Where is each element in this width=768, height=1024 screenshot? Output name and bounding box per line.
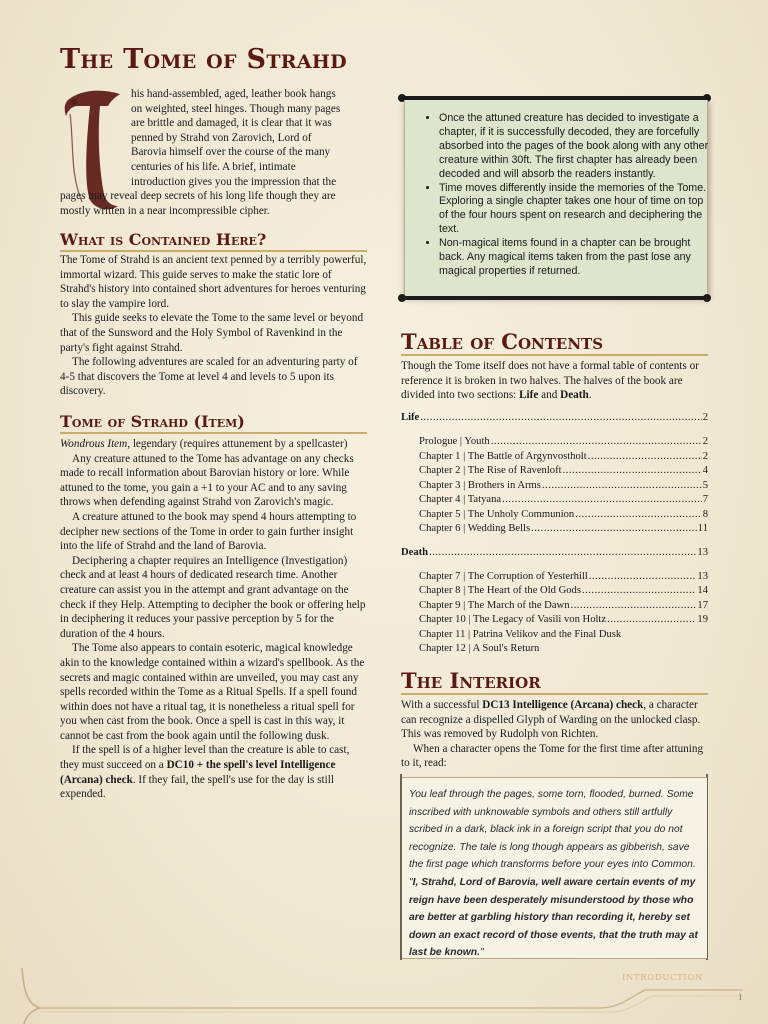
- intro-line: his hand-assembled, aged, leather book hangs: [131, 88, 336, 100]
- toc-label: Chapter 11 | Patrina Velikov and the Final Dusk: [419, 629, 622, 640]
- toc-leader: [542, 479, 702, 493]
- text-run: Though the Tome itself does not have a formal table of contents or reference it is broken in two halves. The halves of the book are divided into two sections:: [401, 360, 699, 402]
- text-run: With a successful: [401, 699, 483, 711]
- paragraph: Deciphering a chapter requires an Intelligence (Investigation) check and at least 4 hours of dedicated research time. Another creature can assist you in the attempt and grant advantage on the check if they Help. Attempting to decipher the book or offering help in deciphering it reduces your passive perception by 5 for the duration of the 4 hours.: [60, 554, 366, 640]
- toc-leader: [582, 584, 696, 598]
- heading-the-interior: The Interior: [401, 668, 541, 693]
- text-run: .: [588, 389, 592, 402]
- note-item: • Non-magical items found in a chapter can be brought back. Any magical items taken from the past lose any magical properties if returned.: [439, 237, 709, 279]
- toc-page: 5: [702, 480, 708, 491]
- paragraph: Any creature attuned to the Tome has advantage on any checks made to recall information about Barovian history or lore. While attuned to the tome, you gain a +1 to your AC and to any saving throws when defending against Strahd von Zarovich's magic.: [60, 452, 354, 509]
- toc-entry[interactable]: [419, 584, 708, 598]
- toc-label: Chapter 5 | The Unholy Communion: [419, 509, 575, 520]
- heading-tome-item: Tome of Strahd (Item): [60, 412, 245, 431]
- intro-line: mostly written in a near incompressible cipher.: [60, 204, 270, 217]
- toc-leader: [588, 450, 702, 464]
- toc-label: Life: [401, 412, 420, 423]
- heading-rule: [401, 354, 708, 356]
- page-number: 1: [738, 992, 743, 1002]
- toc-label: Death: [401, 547, 429, 558]
- toc-label: Chapter 2 | The Rise of Ravenloft: [419, 465, 562, 476]
- toc-page: 2: [702, 412, 708, 423]
- text-run: , a character can recognize a dispelled Glyph of Warding on the unlocked clasp. This was removed by Rudolph von Richten.: [401, 699, 701, 741]
- toc-page: 14: [697, 585, 708, 596]
- toc-page: 2: [702, 451, 708, 462]
- bold-term: Life: [519, 389, 539, 402]
- bold-term: Death: [560, 389, 589, 402]
- toc-entry[interactable]: [419, 450, 708, 464]
- paragraph: The following adventures are scaled for an adventuring party of 4-5 that discovers the Tome at level 4 and levels to 5 upon its discovery.: [60, 356, 358, 398]
- toc-entry-death[interactable]: [401, 546, 708, 560]
- toc-page: 4: [702, 465, 708, 476]
- toc-leader: [571, 599, 697, 613]
- heading-what-is-contained: What is Contained Here?: [60, 230, 267, 249]
- toc-page: 13: [697, 571, 708, 582]
- toc-leader: [420, 411, 701, 425]
- toc-leader: [429, 546, 696, 560]
- toc-label: Prologue | Youth: [419, 436, 490, 447]
- text-run: . If they fail, the spell's use for the day is still expended.: [60, 773, 334, 801]
- paragraph: The Tome of Strahd is an ancient text penned by a terribly powerful, immortal wizard. This guide serves to make the static lore of Strahd's history into contained short adventures for heroes venturing to slay the vampire lord.: [60, 254, 367, 310]
- toc-label: Chapter 8 | The Heart of the Old Gods: [419, 585, 581, 596]
- intro-wrapped: [131, 87, 371, 189]
- toc-leader: [531, 522, 697, 536]
- toc-label: Chapter 9 | The March of the Dawn: [419, 600, 570, 611]
- toc-label: Chapter 3 | Brothers in Arms: [419, 480, 541, 491]
- paragraph: [401, 698, 708, 742]
- toc-page: 11: [697, 523, 708, 534]
- toc-leader: [589, 570, 697, 584]
- intro-line: introduction gives you the impression that the: [131, 175, 337, 188]
- toc-label: Chapter 1 | The Battle of Argynvostholt: [419, 451, 587, 462]
- footer-section-label: INTRODUCTION: [622, 973, 703, 983]
- intro-full: [60, 189, 370, 218]
- toc-label: Chapter 10 | The Legacy of Vasili von Holtz: [419, 614, 607, 625]
- toc-entry[interactable]: [419, 613, 708, 627]
- toc-leader: [563, 464, 702, 478]
- toc-leader: [491, 435, 702, 449]
- heading-rule: [401, 693, 708, 695]
- toc-page: 8: [702, 509, 708, 520]
- toc-label: Chapter 6 | Wedding Bells: [419, 523, 531, 534]
- toc-label: Chapter 12 | A Soul's Return: [419, 643, 540, 654]
- toc-entry[interactable]: [419, 628, 708, 642]
- toc-entry[interactable]: [419, 479, 708, 493]
- toc-label: Chapter 4 | Tatyana: [419, 494, 502, 505]
- toc-entry-life[interactable]: [401, 411, 708, 425]
- toc-entry[interactable]: [419, 435, 708, 449]
- toc-page: 2: [702, 436, 708, 447]
- intro-line: are brittle and damaged, it is clear that it was: [131, 117, 332, 130]
- toc-page: 13: [697, 547, 708, 558]
- toc-entry[interactable]: [419, 464, 708, 478]
- page-title: The Tome of Strahd: [60, 44, 347, 75]
- heading-table-of-contents: Table of Contents: [401, 329, 604, 354]
- paragraph: [401, 359, 708, 403]
- item-type-line: [60, 437, 367, 452]
- toc-entry[interactable]: [419, 570, 708, 584]
- bold-check: DC10 + the spell's level Intelligence (Arcana) check: [60, 759, 336, 786]
- note-item: • Time moves differently inside the memories of the Tome. Exploring a single chapter takes one hour of time on top of the four hours spent on research and deciphering the text.: [439, 182, 709, 238]
- toc-entry[interactable]: [419, 493, 708, 507]
- paragraph: This guide seeks to elevate the Tome to the same level or beyond that of the Sunsword and the Holy Symbol of Ravenkind in the party's fight against Strahd.: [60, 312, 364, 354]
- toc-page: 17: [697, 600, 708, 611]
- toc-entry[interactable]: [419, 642, 708, 656]
- section-item-body: [60, 437, 367, 802]
- toc-intro: [401, 359, 708, 403]
- note-cap: [398, 294, 406, 302]
- read-aloud-box: [402, 777, 707, 959]
- item-rarity: , legendary (requires attunement by a spellcaster): [127, 438, 348, 450]
- heading-rule: [60, 432, 367, 434]
- note-item: • Once the attuned creature has decided to investigate a chapter, if it is successfully decoded, they are forcefully absorbed into the pages of the book along with any other creature within 30ft. The first chapter has already been decoded and will absorb the readers instantly.: [439, 112, 709, 182]
- note-bottom-bar: [401, 296, 709, 300]
- toc-leader: [607, 613, 696, 627]
- text-run: You leaf through the pages, some torn, flooded, burned. Some inscribed with unknowable symbols and others still artfully scribed in a dark, black ink in a foreign script that you do not recognize. The tale is long though appears as gibberish, save the first page which transforms before your eyes into Common. ": [409, 789, 696, 888]
- toc-page: 7: [702, 494, 708, 505]
- note-cap: [703, 294, 711, 302]
- toc-entry[interactable]: [419, 599, 708, 613]
- toc-label: Chapter 7 | The Corruption of Yesterhill: [419, 571, 588, 582]
- note-list: [417, 112, 709, 279]
- toc-entry[interactable]: [419, 508, 708, 522]
- text-run: If the spell is of a higher level than the creature is able to cast, they must succeed on a: [60, 744, 350, 772]
- section-contained-body: [60, 253, 367, 399]
- intro-line: on weighted, steel hinges. Though many pages: [131, 102, 341, 115]
- intro-line: penned by Strahd von Zarovich, Lord of: [131, 131, 312, 144]
- bold-check: DC13 Intelligence (Arcana) check: [482, 699, 644, 711]
- intro-line: Barovia himself over the course of the many: [131, 146, 331, 159]
- text-run: and: [538, 389, 561, 402]
- toc-leader: [502, 493, 702, 507]
- toc-entry[interactable]: [419, 522, 708, 536]
- toc-leader: [575, 508, 701, 522]
- quoted-oath: I, Strahd, Lord of Barovia, well aware certain events of my reign have been desperately misunderstood by those who are better at garbling history than recording it, hereby set down an exact record of those events, that the truth may at last be known.: [409, 876, 698, 959]
- paragraph: [60, 743, 367, 801]
- paragraph: A creature attuned to the book may spend 4 hours attempting to decipher new sections of the Tome in order to gain further insight into the life of Strahd and the land of Barovia.: [60, 510, 357, 553]
- paragraph: The Tome also appears to contain esoteric, magical knowledge akin to the knowledge contained within a wizard's spellbook. As the secrets and magic contained within are unveiled, you may cast any spells recorded within the Tome as a Ritual Spells. If a spell found within does not have a ritual tag, it is nonetheless a ritual spell for you when cast from the book. Once a spell is cast in this way, it cannot be cast from the book again until the following dusk.: [60, 642, 365, 742]
- text-run: ": [479, 947, 484, 959]
- read-aloud-text: [409, 786, 701, 962]
- paragraph: When a character opens the Tome for the first time after attuning to it, read:: [401, 742, 704, 770]
- heading-rule: [60, 250, 367, 252]
- intro-line: centuries of his life. A brief, intimate: [131, 160, 296, 173]
- interior-body: [401, 698, 708, 771]
- toc-page: 19: [697, 614, 708, 625]
- note-box: [404, 100, 708, 296]
- intro-line: pages may reveal deep secrets of his long life though they are: [60, 190, 336, 202]
- item-type: Wondrous Item: [60, 438, 128, 450]
